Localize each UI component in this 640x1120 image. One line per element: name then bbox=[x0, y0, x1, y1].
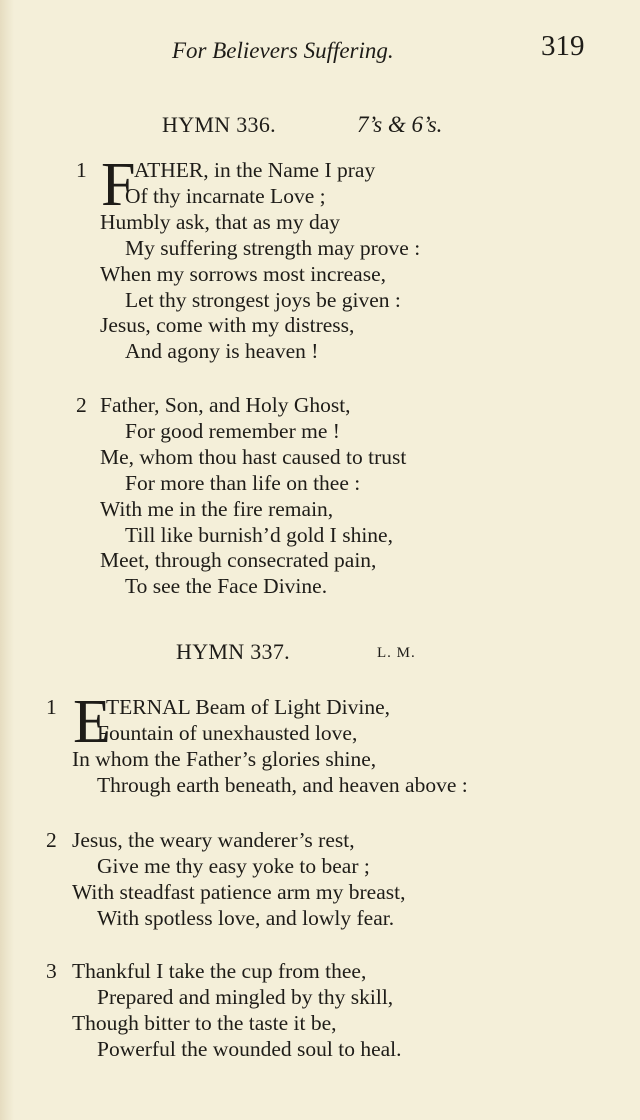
verse-line: With spotless love, and lowly fear. bbox=[97, 905, 395, 930]
running-title: For Believers Suffering. bbox=[172, 38, 394, 63]
verse-line: Let thy strongest joys be given : bbox=[125, 287, 401, 312]
verse-line: ATHER, in the Name I pray bbox=[134, 158, 376, 182]
hymn-title: HYMN 336. bbox=[162, 112, 276, 137]
page-number: 319 bbox=[541, 30, 585, 62]
stanza-number: 1 bbox=[46, 695, 57, 719]
verse-line: Of thy incarnate Love ; bbox=[125, 183, 326, 208]
stanza-number: 2 bbox=[46, 828, 57, 852]
verse-line: My suffering strength may prove : bbox=[125, 235, 421, 260]
verse-line: Prepared and mingled by thy skill, bbox=[97, 984, 394, 1009]
verse-line: Though bitter to the taste it be, bbox=[72, 1010, 337, 1035]
verse-line: Jesus, come with my distress, bbox=[100, 313, 355, 338]
verse-line: Meet, through consecrated pain, bbox=[100, 548, 377, 573]
hymn-meter: 7’s & 6’s. bbox=[357, 112, 443, 137]
verse-line: With steadfast patience arm my breast, bbox=[72, 879, 406, 904]
verse-line: For good remember me ! bbox=[125, 418, 340, 443]
stanza-number: 3 bbox=[46, 959, 57, 983]
verse-line: With me in the fire remain, bbox=[100, 496, 334, 521]
verse-line: For more than life on thee : bbox=[125, 470, 361, 495]
verse-line: Give me thy easy yoke to bear ; bbox=[97, 853, 370, 878]
verse-line: Father, Son, and Holy Ghost, bbox=[100, 393, 351, 417]
verse-line: Thankful I take the cup from thee, bbox=[72, 959, 367, 983]
verse-line: And agony is heaven ! bbox=[125, 339, 319, 364]
page-gutter-shadow bbox=[0, 0, 14, 1120]
verse-line: Powerful the wounded soul to heal. bbox=[97, 1036, 402, 1061]
verse-line: Me, whom thou hast caused to trust bbox=[100, 444, 407, 469]
verse-line: When my sorrows most increase, bbox=[100, 261, 386, 286]
stanza-number: 2 bbox=[76, 393, 87, 417]
verse-line: In whom the Father’s glories shine, bbox=[72, 746, 377, 771]
verse-line: Through earth beneath, and heaven above : bbox=[97, 772, 468, 797]
drop-cap: F bbox=[101, 151, 136, 219]
hymn-meter: L. M. bbox=[377, 645, 416, 661]
drop-cap: E bbox=[73, 688, 111, 756]
verse-line: Fountain of unexhausted love, bbox=[97, 720, 358, 745]
hymn-title: HYMN 337. bbox=[176, 639, 290, 664]
verse-line: Jesus, the weary wanderer’s rest, bbox=[72, 828, 355, 852]
verse-line: Humbly ask, that as my day bbox=[100, 209, 341, 234]
stanza-number: 1 bbox=[76, 158, 87, 182]
verse-line: Till like burnish’d gold I shine, bbox=[125, 522, 393, 547]
verse-line: TERNAL Beam of Light Divine, bbox=[106, 695, 391, 719]
verse-line: To see the Face Divine. bbox=[125, 574, 328, 599]
